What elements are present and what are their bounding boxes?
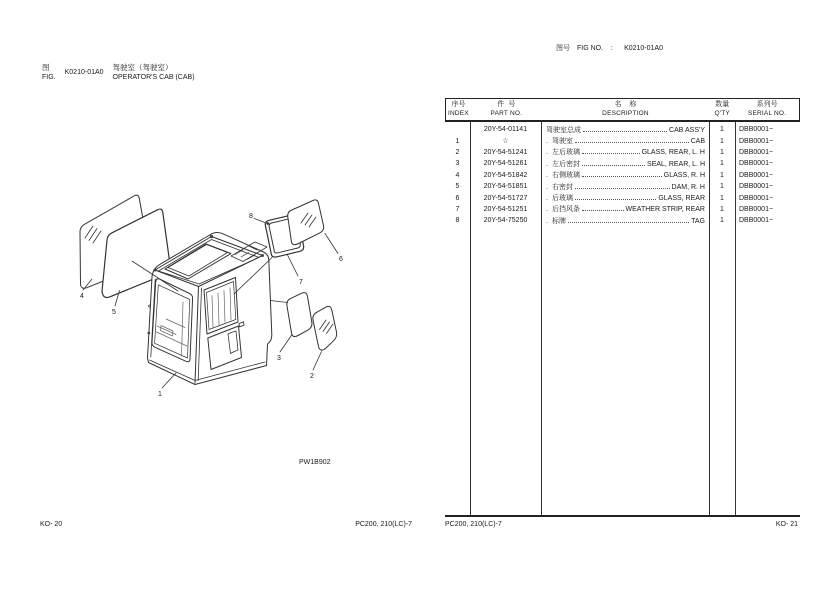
callout-6: 6 (339, 256, 343, 263)
callout-7: 7 (299, 279, 303, 286)
left-page-footer (40, 521, 412, 528)
fig-no-label-en: FIG NO. (577, 45, 604, 52)
dotted-leader (575, 199, 656, 200)
fig-no-label-cn: 图号 (556, 45, 570, 52)
table-row: 1 ☆ . 驾驶室 CAB 1 DBB0001~ (455, 137, 774, 146)
fig-label-en: FIG. (42, 74, 56, 82)
table-row: 6 20Y-54-51727 . 后玻璃 GLASS, REAR 1 DBB0001~ (455, 194, 774, 203)
dotted-leader (582, 210, 624, 211)
col-header-description: 名 称 DESCRIPTION (602, 101, 649, 117)
fig-no-separator: ： (610, 45, 618, 52)
dotted-leader (575, 188, 670, 189)
parts-table (445, 98, 800, 517)
left-model-code: PC200, 210(LC)-7 (355, 521, 412, 528)
callout-5: 5 (112, 309, 116, 316)
callout-3: 3 (277, 355, 281, 362)
drawing-code: PW1B902 (299, 459, 331, 466)
table-row: 3 20Y-54-51261 . 左后密封 SEAL, REAR, L. H 1 DBB0001~ (455, 160, 774, 168)
dotted-leader (575, 142, 689, 143)
table-header (445, 98, 800, 122)
col-header-index: 序号 INDEX (448, 101, 469, 117)
right-page-number: KO- 21 (775, 521, 798, 528)
fig-label (42, 63, 56, 83)
callout-4: 4 (80, 293, 84, 300)
table-body (445, 124, 800, 227)
left-page-number: KO- 20 (40, 521, 63, 528)
col-header-part-no: 件 号 PART NO. (490, 101, 523, 117)
fig-title-block (42, 63, 195, 83)
glass-rear-lh-part3 (287, 293, 312, 337)
right-model-code: PC200, 210(LC)-7 (445, 521, 502, 528)
table-row: 20Y-54-01141 驾驶室总成 CAB ASS'Y 1 DBB0001~ (483, 126, 774, 134)
table-row: 7 20Y-54-51251 . 后挡风条 WEATHER STRIP, REAR 1 DBB0001~ (455, 205, 774, 214)
callout-2: 2 (310, 373, 314, 380)
cab-exploded-diagram (35, 176, 355, 411)
table-row: 5 20Y-54-51851 . 右密封 DAM, R. H 1 DBB0001~ (455, 183, 774, 191)
dotted-leader (582, 153, 640, 154)
fig-no-value: K0210-01A0 (624, 45, 663, 52)
fig-no-header (556, 43, 663, 53)
fig-title (113, 63, 195, 83)
dotted-leader (582, 165, 645, 166)
fig-number: K0210-01A0 (64, 69, 104, 77)
col-header-serial-no: 系列号 SERIAL NO. (747, 101, 787, 117)
callout-1: 1 (158, 391, 162, 398)
table-row: 8 20Y-54-75250 . 标牌 TAG 1 DBB0001~ (455, 217, 774, 225)
fig-label-cn: 图 (42, 63, 50, 72)
dotted-leader (568, 222, 689, 223)
table-row: 2 20Y-54-51241 . 左后玻璃 GLASS, REAR, L. H 1 DBB0001~ (455, 148, 774, 157)
callout-8: 8 (249, 213, 253, 220)
fig-title-en: OPERATOR'S CAB (CAB) (112, 74, 195, 82)
table-bottom-rule (445, 515, 800, 517)
clip-part8 (266, 222, 269, 225)
dotted-leader (583, 131, 667, 132)
right-page-footer (445, 521, 798, 528)
glass-rear-part6 (288, 200, 324, 245)
dotted-leader (582, 176, 662, 177)
fig-title-cn: 驾驶室（驾驶室） (112, 63, 173, 72)
table-row: 4 20Y-54-51842 . 右侧玻璃 GLASS, R. H 1 DBB0001~ (455, 171, 774, 180)
glass-rear-lh-part2 (313, 306, 337, 350)
col-header-qty: 数量 Q'TY (714, 101, 730, 117)
